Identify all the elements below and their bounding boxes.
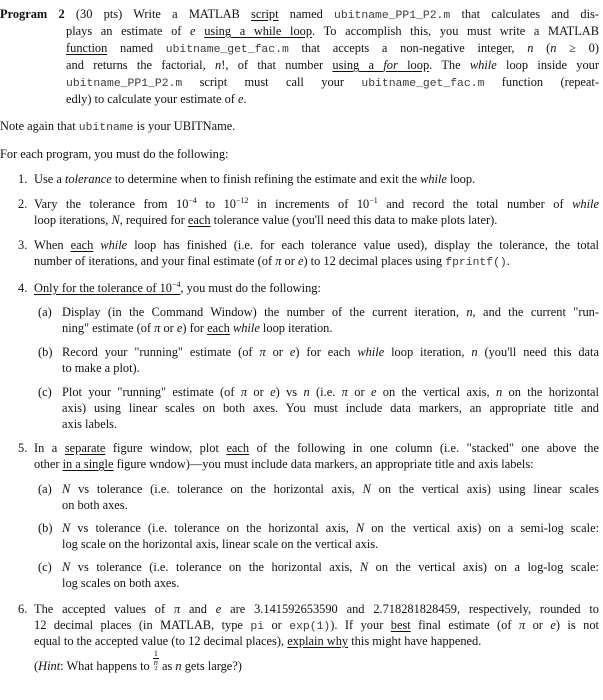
fprintf-code: fprintf() xyxy=(445,257,507,269)
item-5c-line-1: N vs tolerance (i.e. tolerance on the horizontal axis, N on the vertical axis) on a log-log scale: xyxy=(62,560,599,574)
program-line-6: edly) to calculate your estimate of e. xyxy=(66,92,247,106)
subitem-label: (c) xyxy=(38,385,52,399)
one-over-n-squared: 1 n $^2$ xyxy=(153,649,158,672)
function-term: function xyxy=(66,41,108,55)
subitem-label: (c) xyxy=(38,560,52,574)
subitem-label: (b) xyxy=(38,345,53,359)
item-number: 3. xyxy=(18,238,28,252)
item-2-line-1: Vary the tolerance from $10^{-4}$ to $10^{-12}$ in increments of $10^{-1}$ and record the total number of while xyxy=(34,196,599,211)
item-number: 6. xyxy=(18,602,28,616)
item-number: 1. xyxy=(18,172,28,186)
item-6-line-3: equal to the accepted value (to 12 decimal places), explain why this might have happened. xyxy=(34,634,482,648)
subitem-label: (a) xyxy=(38,482,52,496)
item-4c-line-2: axis) using linear scales on both axes. You must include data markers, an appropriate title and xyxy=(62,401,599,415)
item-4a-line-2: ning" estimate (of π or e) for each while loop iteration. xyxy=(62,321,333,335)
item-5b-line-1: N vs tolerance (i.e. tolerance on the horizontal axis, N on the vertical axis) on a semi-log scale: xyxy=(62,521,600,535)
item-2-line-2: loop iterations, N, required for each tolerance value (you'll need this data to make plots later). xyxy=(34,213,498,227)
item-3-line-2: number of iterations, and your final estimate (of π or e) to 12 decimal places using fprintf(). xyxy=(34,254,510,269)
item-4b-line-2: to make a plot). xyxy=(62,361,140,375)
item-4a-line-1: Display (in the Command Window) the number of the current iteration, n, and the current "run- xyxy=(62,305,599,319)
item-1-text: Use a tolerance to determine when to finish refining the estimate and exit the while loop. xyxy=(34,172,476,186)
script-filename: ubitname_PP1_P2.m xyxy=(334,10,451,22)
subitem-label: (a) xyxy=(38,305,52,319)
script-term: script xyxy=(251,7,279,21)
item-number: 2. xyxy=(18,197,28,211)
item-5-line-2: other in a single figure wndow)—you must include data markers, an appropriate title and axis labels: xyxy=(34,457,534,471)
item-6-line-2: 12 decimal places (in MATLAB, type pi or exp(1)). If your best final estimate (of π or e) is not xyxy=(34,618,599,633)
item-4b-line-1: Record your "running" estimate (of π or e) for each while loop iteration, n (you'll need this data xyxy=(62,345,599,359)
program-line-5: ubitname_PP1_P2.m script must call your ubitname_get_fac.m function (repeat- xyxy=(66,75,599,90)
program-title: Program 2 xyxy=(0,7,65,21)
item-6-hint: (Hint: What happens to 1 n $^2$ as n gets large?) xyxy=(34,649,242,673)
instructions-intro: For each program, you must do the following: xyxy=(0,147,229,161)
item-6-line-1: The accepted values of π and e are 3.141592653590 and 2.718281828459, respectively, rounded to xyxy=(34,602,599,616)
item-5b-line-2: log scale on the horizontal axis, linear scale on the vertical axis. xyxy=(62,537,379,551)
item-number: 4. xyxy=(18,281,28,295)
program-line-3: function named ubitname_get_fac.m that accepts a non-negative integer, n (n ≥ 0) xyxy=(66,41,599,56)
item-5-line-1: In a separate figure window, plot each of the following in one column (i.e. "stacked" one above the xyxy=(34,441,599,455)
item-4-line-1: Only for the tolerance of $10^{-4}$, you must do the following: xyxy=(34,280,321,295)
item-5a-line-1: N vs tolerance (i.e. tolerance on the horizontal axis, N on the vertical axis) using linear scales xyxy=(62,482,600,496)
item-4c-line-1: Plot your "running" estimate (of π or e) vs n (i.e. π or e on the vertical axis, n on the horizontal xyxy=(62,385,599,399)
subitem-label: (b) xyxy=(38,521,53,535)
item-5a-line-2: on both axes. xyxy=(62,498,128,512)
item-5c-line-2: log scales on both axes. xyxy=(62,576,180,590)
program-line-1: Program 2 (30 pts) Write a MATLAB script named ubitname_PP1_P2.m that calculates and dis- xyxy=(0,7,599,22)
program-line-4: and returns the factorial, n!, of that number using a for loop. The while loop inside your xyxy=(66,58,599,72)
program-points: (30 pts) xyxy=(75,7,123,21)
for-loop-requirement: using a for loop xyxy=(332,58,430,72)
item-4c-line-3: axis labels. xyxy=(62,417,118,431)
while-loop-requirement: using a while loop xyxy=(204,24,313,38)
item-number: 5. xyxy=(18,441,28,455)
program-line-2: plays an estimate of e using a while loop. To accomplish this, you must write a MATLAB xyxy=(66,24,599,38)
item-3-line-1: When each while loop has finished (i.e. for each tolerance value used), display the tolerance, the total xyxy=(34,238,599,252)
function-filename: ubitname_get_fac.m xyxy=(165,44,289,56)
ubitname-note: Note again that ubitname is your UBITName. xyxy=(0,119,236,134)
